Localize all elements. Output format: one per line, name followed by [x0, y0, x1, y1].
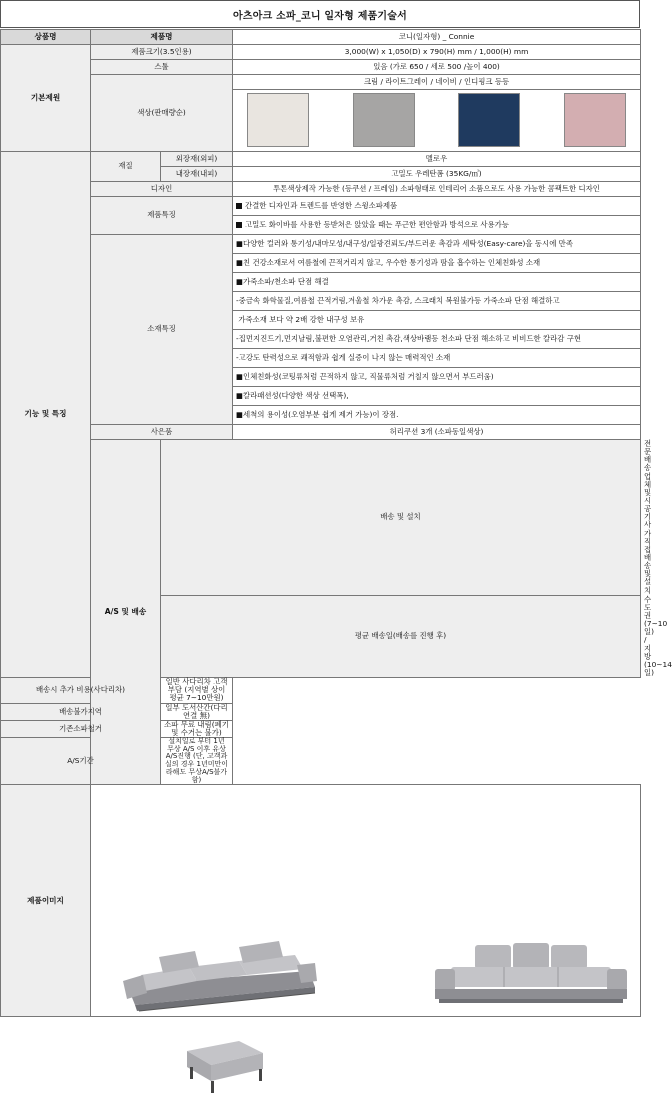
- basic-category: 기본제원: [1, 45, 91, 152]
- as-value: 일부 도서산간(다리연결 無): [161, 703, 233, 720]
- color-value: 크림 / 라이트그레이 / 네이비 / 인디핑크 등등: [233, 75, 641, 90]
- color-label: 색상(판매량순): [91, 75, 233, 152]
- features-category: 기능 및 특징: [1, 152, 91, 678]
- product-image-cell: [91, 785, 641, 1017]
- as-label: 평균 배송일(배송를 진행 후): [161, 595, 641, 677]
- as-row: [1, 720, 641, 737]
- stool-label: 스툴: [91, 60, 233, 75]
- swatch-cream: [247, 93, 309, 147]
- gift-value: 허리쿠션 3개 (소파동일색상): [233, 425, 641, 440]
- as-value: 소파 무료 내림(폐기 및 수거는 불가): [161, 720, 233, 737]
- material-label: 재질: [91, 152, 161, 182]
- color-swatches: [233, 90, 640, 147]
- as-value: 일반 사다리차 고객부담 (지역별 상이 평균 7~10만원): [161, 678, 233, 703]
- inner-value: 고밀도 우레탄폼 (35KG/㎥): [233, 167, 641, 182]
- product-feature-1: 간결한 디자인과 트렌드를 반영한 스윙소파제품: [233, 197, 641, 216]
- product-feature-row: [1, 197, 641, 216]
- design-label: 디자인: [91, 182, 233, 197]
- size-value: 3,000(W) x 1,050(D) x 790(H) mm / 1,000(H) mm: [233, 45, 641, 60]
- fabric-line: ■칼라패션성(다양한 색상 선택폭),: [233, 387, 641, 406]
- as-row: A/S 및 배송 배송 및 설치 전문배송업체 및 시공기사가 직접 배송 및 설치: [1, 440, 641, 596]
- document-title: 아츠아크 소파_코니 일자형 제품기술서: [0, 0, 640, 28]
- design-row: [1, 182, 641, 197]
- stool-image: [177, 1037, 267, 1097]
- stool-row: [1, 60, 641, 75]
- as-value: 설치일로 부터 1년 무상 A/S 이후 유상 A/S진행 (단, 고객과실의 경우 1년미만이라해도 무상A/S불가함): [161, 738, 233, 785]
- design-value: 투톤색상제작 가능한 (등쿠션 / 프레임) 소파형태로 인테리어 소품으로도 사용 가능한 콤팩트한 디자인: [233, 182, 641, 197]
- product-feature-label: 제품특징: [91, 197, 233, 235]
- fabric-line: ■인체친화성(코팅류처럼 끈적하지 않고, 직물류처럼 거칠지 않으면서 부드러움): [233, 368, 641, 387]
- fabric-line: ■가죽소파/천소파 단점 해결: [233, 273, 641, 292]
- color-row: [1, 75, 641, 90]
- fabric-line: ■친 건강소재로서 여름철에 끈적거리지 않고, 우수한 통기성과 땀을 흡수하는 인체친화성 소재: [233, 254, 641, 273]
- as-label: 배송불가지역: [1, 703, 161, 720]
- image-category: 제품이미지: [1, 785, 91, 1017]
- swatch-indi-pink: [564, 93, 626, 147]
- size-label: 제품크기(3.5인용): [91, 45, 233, 60]
- fabric-row: [1, 235, 641, 254]
- spec-table: [0, 29, 672, 1017]
- outer-value: 멜로우: [233, 152, 641, 167]
- as-row: [1, 738, 641, 785]
- image-row: [1, 785, 641, 1017]
- outer-row: [1, 152, 641, 167]
- as-row: 평균 배송일(배송를 진행 후) 수도권(7~10일) / 지방(10~14일): [1, 595, 641, 677]
- as-category: A/S 및 배송: [91, 440, 161, 785]
- stool-value: 있음 (가로 650 / 세로 500 /높이 400): [233, 60, 641, 75]
- outer-label: 외장재(외피): [161, 152, 233, 167]
- product-feature-2: 고밀도 화이바를 사용한 등받쳐은 앉았을 때는 푸근한 편안함과 방석으로 사용가능: [233, 216, 641, 235]
- fabric-line: -중금속 화학물질,여름철 끈적거림,겨울철 차가운 촉감, 스크래치 복원불가등 가죽소파 단점 해결하고: [233, 292, 641, 311]
- as-label: A/S기간: [1, 738, 161, 785]
- sofa-angle-image: [119, 941, 319, 1021]
- as-label: 배송시 추가 비용(사다리차): [1, 678, 161, 703]
- as-label: 기존소파철거: [1, 720, 161, 737]
- sofa-front-image: [431, 941, 631, 1011]
- header-category: 상품명: [1, 30, 91, 45]
- as-label: 배송 및 설치: [161, 440, 641, 596]
- size-row: [1, 45, 641, 60]
- header-row: [1, 30, 641, 45]
- header-field: 제품명: [91, 30, 233, 45]
- swatch-cell: [233, 90, 641, 152]
- bullet-icon: [236, 222, 242, 228]
- swatch-light-gray: [353, 93, 415, 147]
- product-name: 코니(일자형) _ Connie: [233, 30, 641, 45]
- inner-label: 내장재(내피): [161, 167, 233, 182]
- fabric-line: ■다양한 컬러와 통기성/내마모성/내구성/일광견뢰도/부드러운 촉감과 세탁성(Easy-care)을 동시에 만족: [233, 235, 641, 254]
- bullet-icon: [236, 203, 242, 209]
- fabric-label: 소재특징: [91, 235, 233, 425]
- gift-label: 사은품: [91, 425, 233, 440]
- swatch-navy: [458, 93, 520, 147]
- as-row: [1, 703, 641, 720]
- as-row: [1, 678, 641, 703]
- fabric-line: -고강도 탄력성으로 쾌적함과 쉽게 실증이 나지 않는 매력적인 소재: [233, 349, 641, 368]
- gift-row: [1, 425, 641, 440]
- fabric-line: ■세척의 용이성(오염부분 쉽게 제거 가능)이 장점.: [233, 406, 641, 425]
- fabric-line: 가죽소재 보다 약 2배 강한 내구성 보유: [233, 311, 641, 330]
- fabric-line: -집먼지진드기,먼지날림,불편한 오염관리,거친 촉감,색상바램등 천소파 단점 해소하고 비비드한 칼라감 구현: [233, 330, 641, 349]
